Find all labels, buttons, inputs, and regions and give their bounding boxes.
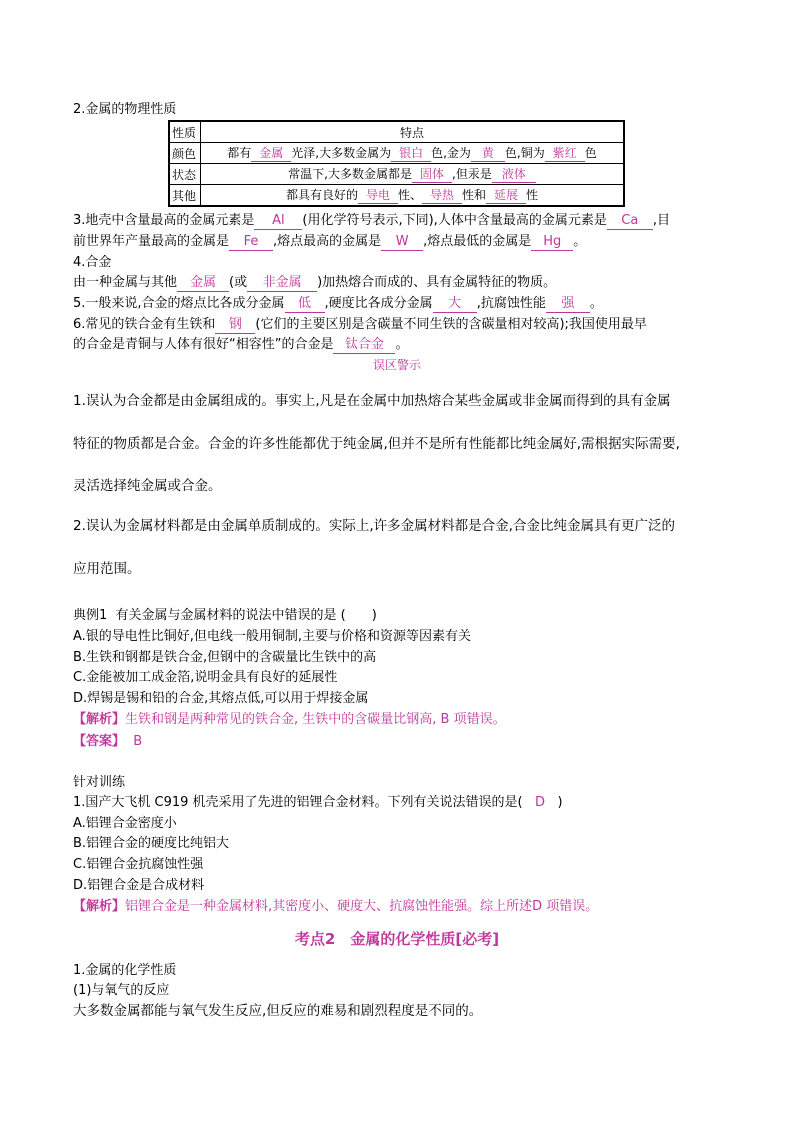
text: ,熔点最高的金属是 <box>273 234 382 249</box>
text: 由一种金属与其他 <box>73 275 178 290</box>
example-question <box>73 606 377 626</box>
table-row-label: 颜色 <box>169 143 201 164</box>
text: 1.国产大飞机 C919 机壳采用了先进的铝锂合金材料。下列有关说法错误的是( <box>73 795 523 810</box>
text: 有关金属与金属材料的说法中错误的是 ( ) <box>115 608 377 623</box>
warning-line: 特征的物质都是合金。合金的许多性能都优于纯金属,但并不是所有性能都比纯金属好,需根据实际需要, <box>73 436 680 452</box>
text: (它们的主要区别是含碳量不同生铁的含碳量相对较高);我国使用最早 <box>255 317 647 332</box>
text: (用化学符号表示,下同),人体中含量最高的金属元素是 <box>302 213 607 228</box>
answer-blank: Fe <box>229 234 273 251</box>
answer-blank: 液体 <box>492 166 536 183</box>
question-6-line-1 <box>73 315 647 335</box>
training-analysis <box>73 897 598 917</box>
answer-label: 【答案】 <box>73 734 126 749</box>
warning-line: 灵活选择纯金属或合金。 <box>73 478 222 494</box>
text: 常温下,大多数金属都是 <box>288 167 412 181</box>
text: 铝锂合金是一种金属材料,其密度小、硬度大、抗腐蚀性能强。综上所述D 项错误。 <box>125 899 599 914</box>
table-header-cell: 特点 <box>201 121 625 143</box>
answer-blank: Hg <box>531 234 573 251</box>
answer-blank: 紫红 <box>545 145 585 162</box>
text: 前世界年产量最高的金属是 <box>73 234 230 249</box>
table-row <box>169 185 624 207</box>
answer-blank: 金属 <box>251 145 291 162</box>
text: 。 <box>395 337 409 352</box>
answer-value: D <box>535 795 546 810</box>
option-a: A.银的导电性比铜好,但电线一般用铜制,主要与价格和资源等因素有关 <box>73 629 472 644</box>
text: ,硬度比各成分金属 <box>324 296 433 311</box>
table-row-label: 其他 <box>169 185 201 207</box>
text: 色,铜为 <box>504 146 545 160</box>
properties-table <box>168 120 625 207</box>
warning-line: 2.误认为金属材料都是由金属单质制成的。实际上,许多金属材料都是合金,合金比纯金属具有更广泛的 <box>73 518 675 534</box>
answer-blank: 导电 <box>358 187 398 204</box>
answer-blank: 钢 <box>215 317 255 334</box>
text: 色 <box>584 146 597 160</box>
text: (或 <box>229 275 248 290</box>
option-b: B.生铁和钢都是铁合金,但钢中的含碳量比生铁中的高 <box>73 650 377 665</box>
answer-blank: 导热 <box>422 187 462 204</box>
example-answer <box>73 732 142 752</box>
table-row-label: 状态 <box>169 164 201 185</box>
text: 5.一般来说,合金的熔点比各成分金属 <box>73 296 285 311</box>
text: 性 <box>526 188 539 202</box>
question-6-line-2 <box>73 335 409 355</box>
answer-blank: Al <box>254 213 302 230</box>
text: 都具有良好的 <box>285 188 358 202</box>
option-d: D.焊锡是锡和铅的合金,其熔点低,可以用于焊接金属 <box>73 691 369 706</box>
section-heading: 考点2 金属的化学性质[必考] <box>294 930 500 948</box>
answer-blank: W <box>381 234 423 251</box>
answer-blank: 钛合金 <box>333 337 395 354</box>
table-row-content <box>201 185 625 207</box>
table-header-cell: 性质 <box>169 121 201 143</box>
section-title-physical-properties: 2.金属的物理性质 <box>73 102 177 117</box>
warning-title: 误区警示 <box>372 358 421 372</box>
text: 都有 <box>227 146 252 160</box>
question-4-title: 4.合金 <box>73 255 112 270</box>
text: ) <box>557 795 563 810</box>
answer-value: B <box>133 734 143 749</box>
text: 。 <box>589 296 603 311</box>
example-label: 典例1 <box>73 608 108 623</box>
option-b: B.铝锂合金的硬度比纯铝大 <box>73 836 230 851</box>
text: 性、 <box>397 188 422 202</box>
answer-blank: 非金属 <box>247 275 317 292</box>
answer-blank: 金属 <box>177 275 229 292</box>
text: ,抗腐蚀性能 <box>476 296 546 311</box>
subheading: (1)与氧气的反应 <box>73 983 170 998</box>
table-header-row <box>169 121 624 143</box>
text: 生铁和钢是两种常见的铁合金, 生铁中的含碳量比钢高, B 项错误。 <box>125 712 506 727</box>
warning-line: 1.误认为合金都是由金属组成的。事实上,凡是在金属中加热熔合某些金属或非金属而得到的具有金属 <box>73 393 671 409</box>
question-3-line-2 <box>73 232 586 252</box>
table-row-content <box>201 164 625 185</box>
training-question <box>73 793 563 813</box>
option-c: C.金能被加工成金箔,说明金具有良好的延展性 <box>73 670 338 685</box>
alloy-definition <box>73 273 556 293</box>
text: 光泽,大多数金属为 <box>291 146 392 160</box>
table-row <box>169 164 624 185</box>
text: ,目 <box>652 213 670 228</box>
text: ,熔点最低的金属是 <box>423 234 532 249</box>
answer-blank: 低 <box>285 296 325 313</box>
answer-blank: 强 <box>546 296 590 313</box>
answer-blank: 黄 <box>471 145 505 162</box>
text: 3.地壳中含量最高的金属元素是 <box>73 213 255 228</box>
paragraph: 大多数金属都能与氧气发生反应,但反应的难易和剧烈程度是不同的。 <box>73 1003 483 1019</box>
text: 色,金为 <box>431 146 471 160</box>
analysis-label: 【解析】 <box>73 712 126 727</box>
text: )加热熔合而成的、具有金属特征的物质。 <box>317 275 557 290</box>
training-title: 针对训练 <box>73 775 126 790</box>
warning-line: 应用范围。 <box>73 561 141 577</box>
table-row-content <box>201 143 625 164</box>
option-d: D.铝锂合金是合成材料 <box>73 878 205 893</box>
answer-blank: 大 <box>433 296 477 313</box>
answer-blank: 银白 <box>391 145 431 162</box>
text: 6.常见的铁合金有生铁和 <box>73 317 216 332</box>
subheading: 1.金属的化学性质 <box>73 963 177 978</box>
answer-blank: 固体 <box>412 166 452 183</box>
answer-blank: Ca <box>607 213 653 230</box>
text: 性和 <box>462 188 487 202</box>
text: 的合金是青铜与人体有很好“相容性”的合金是 <box>73 337 334 352</box>
table-row <box>169 143 624 164</box>
answer-blank: 延展 <box>486 187 526 204</box>
option-a: A.铝锂合金密度小 <box>73 816 177 831</box>
question-5 <box>73 294 603 314</box>
text: ,但汞是 <box>452 167 492 181</box>
question-3-line-1 <box>73 211 670 231</box>
example-analysis <box>73 710 506 730</box>
text: 。 <box>573 234 587 249</box>
option-c: C.铝锂合金抗腐蚀性强 <box>73 857 204 872</box>
analysis-label: 【解析】 <box>73 899 126 914</box>
